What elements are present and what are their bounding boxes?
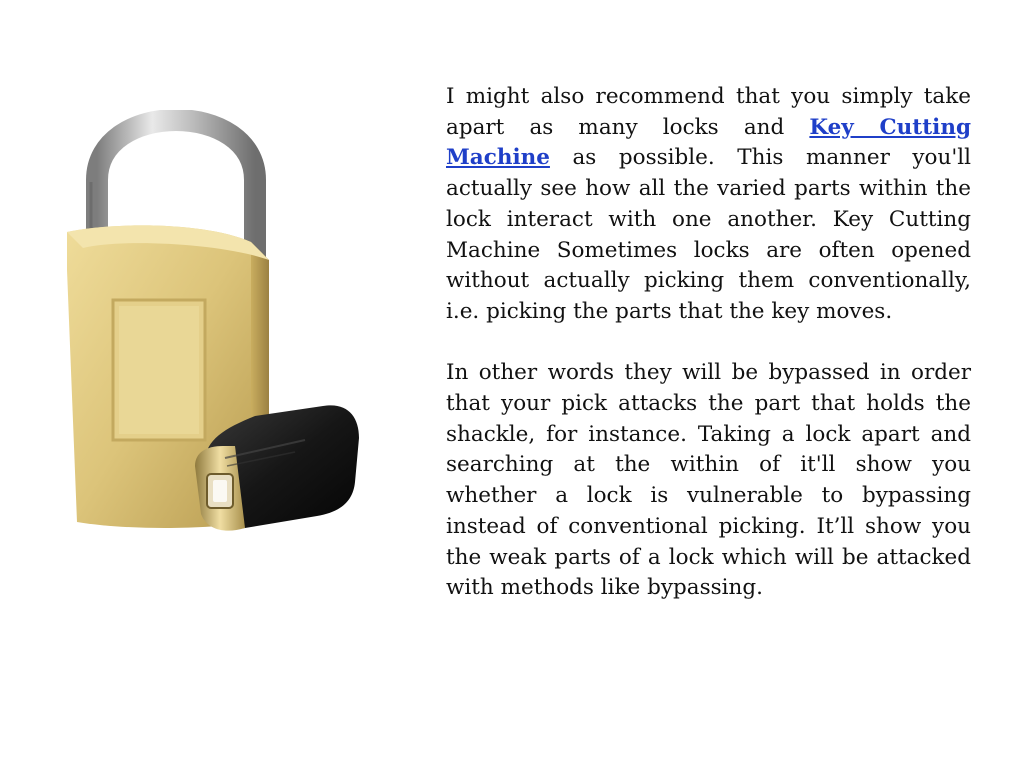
- padlock-icon: [55, 110, 375, 550]
- paragraph-1-rest: as possible. This manner you'll actually see how all the varied parts within the lock interact with one another. Key Cutting Machine Sometimes locks are often opened without actually picking them conventionally, i.e. picking the parts that the key moves.: [446, 145, 971, 324]
- paragraph-2: In other words they will be bypassed in order that your pick attacks the part that holds the shackle, for instance. Taking a lock apart and searching at the within of it'll show you whether a lock is vulnerable to bypassing instead of conventional picking. It’ll show you the weak parts of a lock which will be attacked with methods like bypassing.: [446, 360, 971, 601]
- paragraph-1: [446, 82, 971, 328]
- article-text: [446, 82, 971, 635]
- paragraph-1-intro: I might also recommend that you simply take apart as many locks and: [446, 84, 971, 140]
- key-cutting-machine-link[interactable]: Key Cutting Machine: [446, 114, 971, 171]
